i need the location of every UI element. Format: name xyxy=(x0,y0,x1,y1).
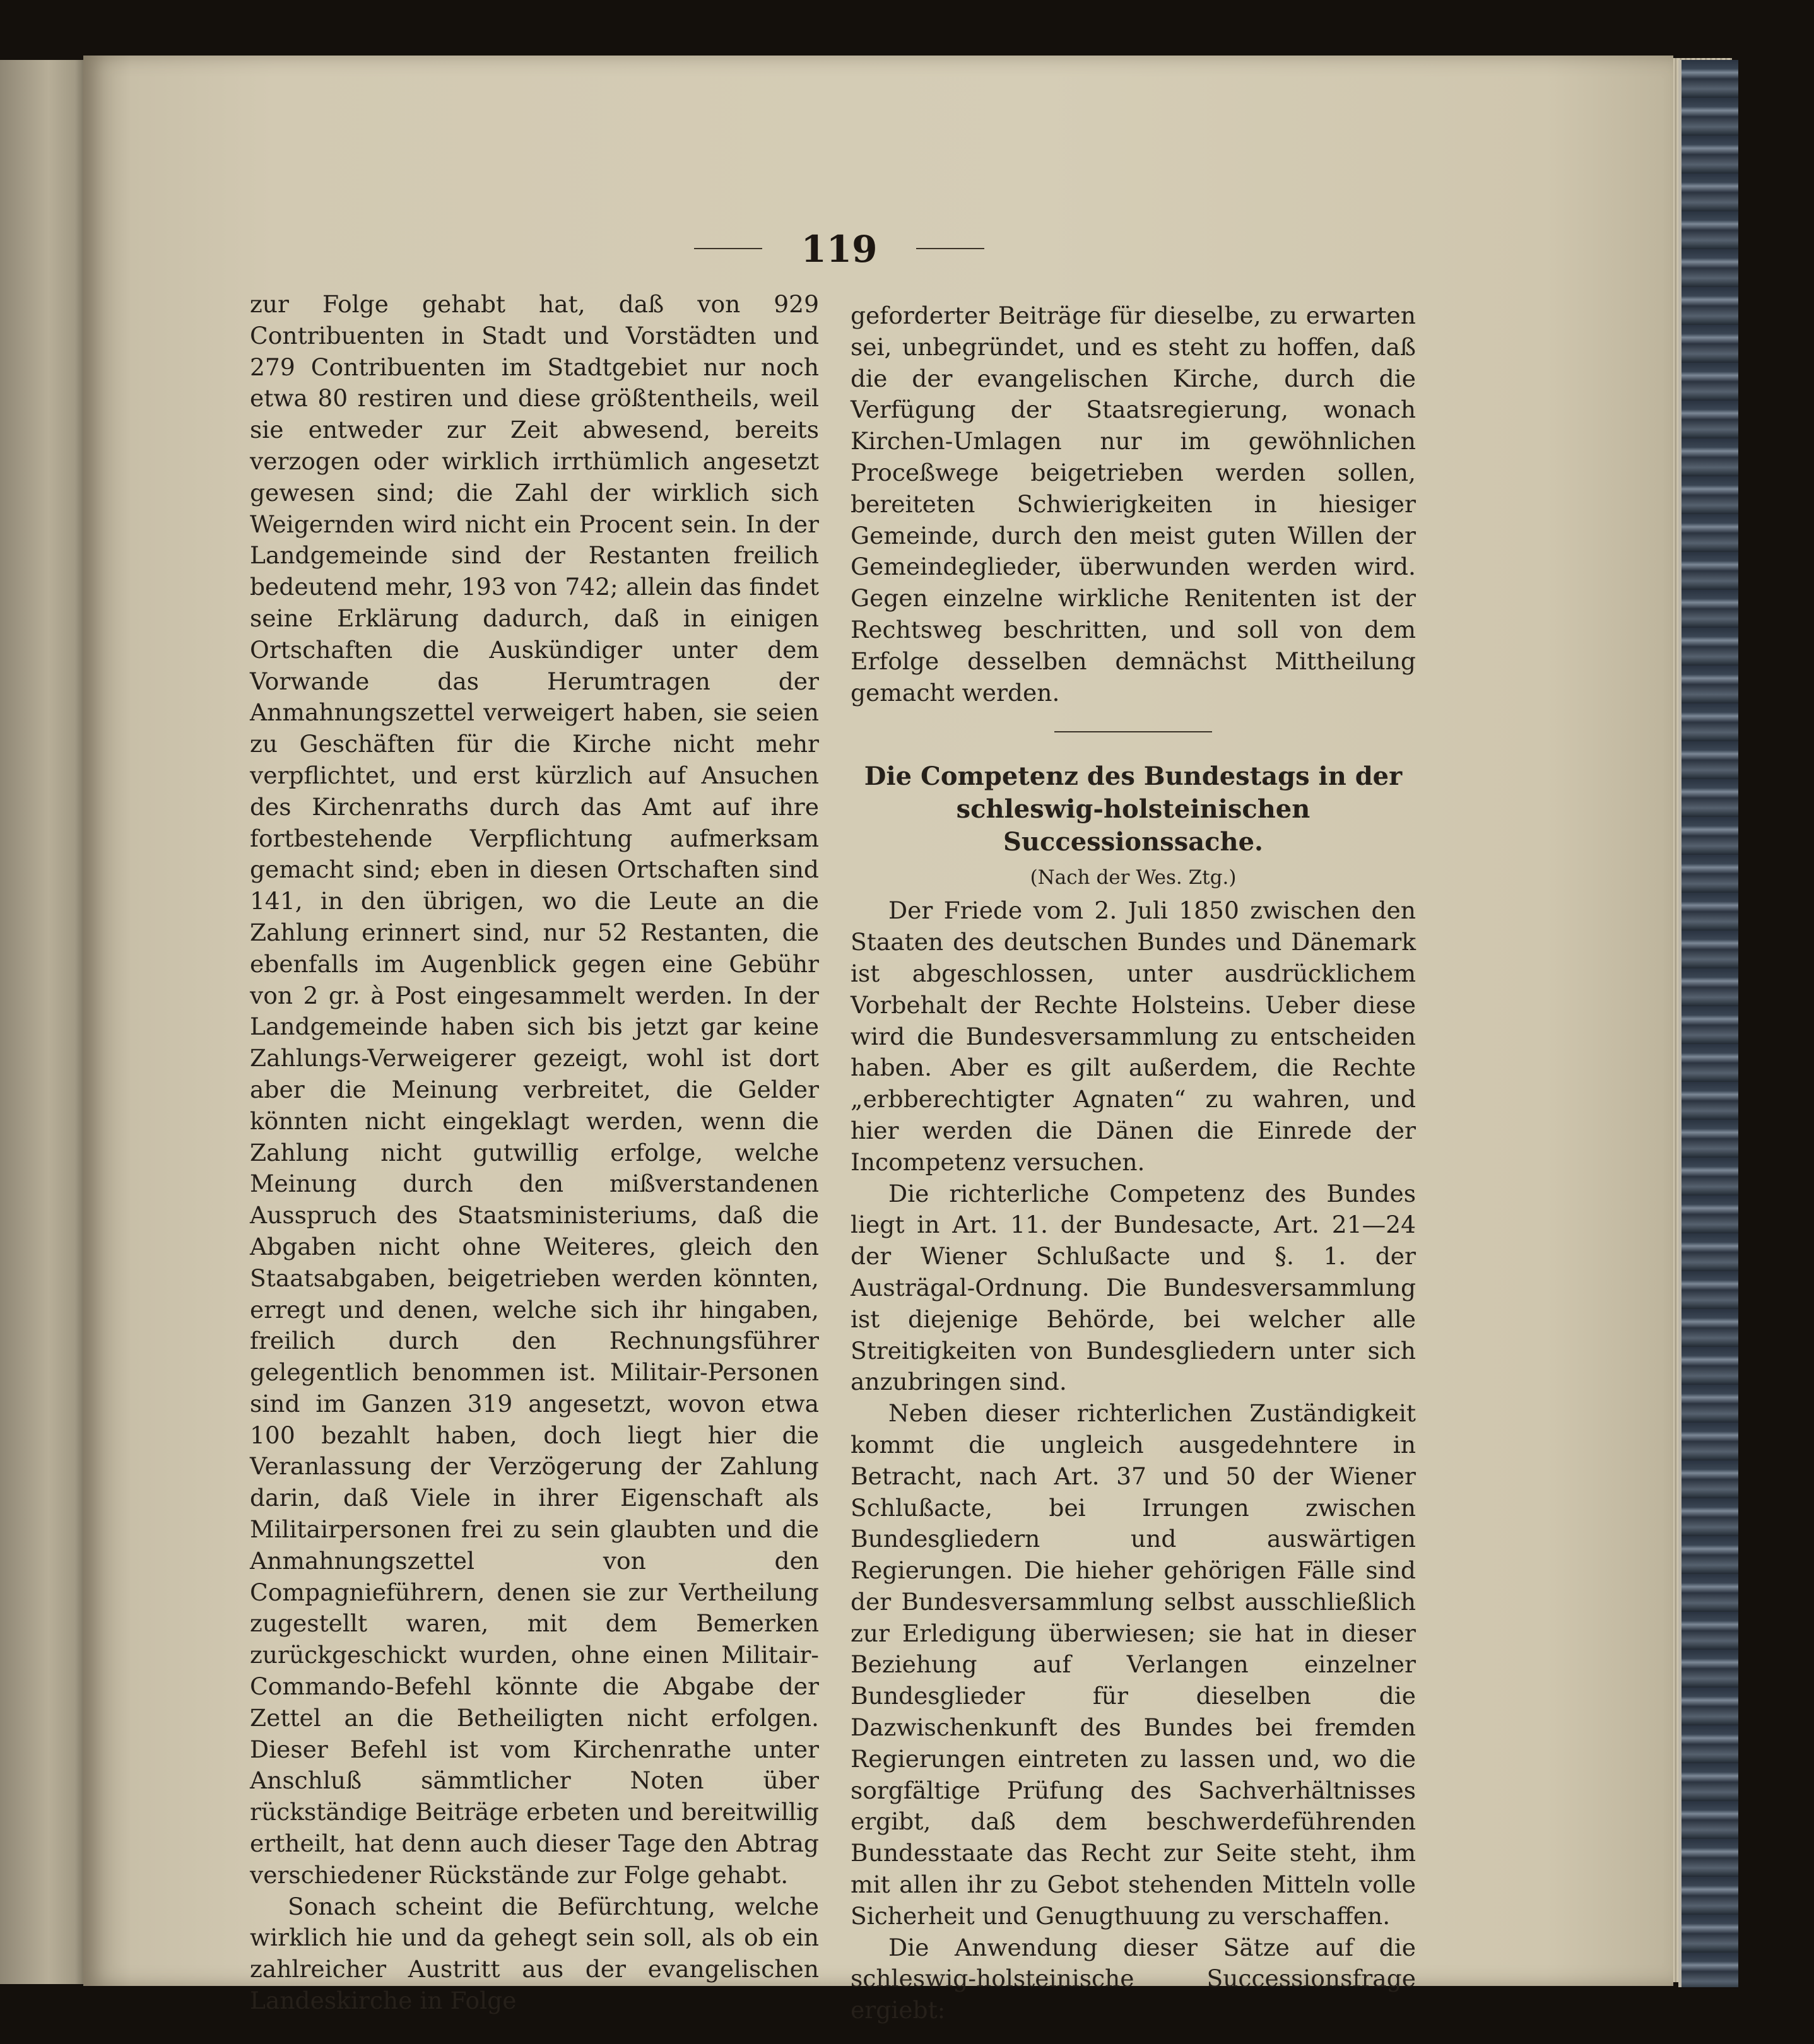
page-number: 119 xyxy=(801,228,878,271)
article-paragraph-2: Die richterliche Competenz des Bundes liegt in Art. 11. der Bundesacte, Art. 21—24 der Wiener Schlußacte und §. 1. der Austrägal-Ordnung. Die Bundesversammlung ist diejenige Behörde, bei welcher alle Streitigkeiten von Bundesgliedern unter sich anzubringen sind. xyxy=(851,1179,1416,1396)
left-paragraph-2: Sonach scheint die Befürchtung, welche wirklich hie und da gehegt sein soll, als ob ein zahlreicher Austritt aus der evangelischen Landeskirche in Folge xyxy=(250,1892,819,2015)
left-paragraph-1: zur Folge gehabt hat, daß von 929 Contribuenten in Stadt und Vorstädten und 279 Contribuenten im Stadtgebiet nur noch etwa 80 restiren und diese größtentheils, weil sie entweder zur Zeit abwesend, bereits verzogen oder wirklich irrthümlich angesetzt gewesen sind; die Zahl der wirklich sich Weigernden wird nicht ein Procent sein. In der Landgemeinde sind der Restanten freilich bedeutend mehr, 193 von 742; allein das findet seine Erklärung dadurch, daß in einigen Ortschaften die Auskündiger unter dem Vorwande das Herumtragen der Anmahnungszettel verweigert haben, sie seien zu Geschäften für die Kirche nicht mehr verpflichtet, und erst kürzlich auf Ansuchen des Kirchenraths durch das Amt auf ihre fortbestehende Verpflichtung aufmerksam gemacht sind; eben in diesen Ortschaften sind 141, in den übrigen, wo die Leute an die Zahlung erinnert sind, nur 52 Restanten, die ebenfalls im Augenblick gegen eine Gebühr von 2 gr. à Post eingesammelt werden. In der Landgemeinde haben sich bis jetzt gar keine Zahlungs-Verweigerer gezeigt, wohl ist dort aber die Meinung verbreitet, die Gelder könnten nicht eingeklagt werden, wenn die Zahlung nicht gutwillig erfolge, welche Meinung durch den mißverstandenen Ausspruch des Staatsministeriums, daß die Abgaben nicht ohne Weiteres, gleich den Staatsabgaben, beigetrieben werden könnten, erregt und denen, welche sich ihr hingaben, freilich durch den Rechnungsführer gelegentlich benommen ist. Militair-Personen sind im Ganzen 319 angesetzt, wovon etwa 100 bezahlt haben, doch liegt hier die Veranlassung der Verzögerung der Zahlung darin, daß Viele in ihrer Eigenschaft als Militairpersonen frei zu sein glaubten und die Anmahnungszettel von den Compagnieführern, denen sie zur Vertheilung zugestellt waren, mit dem Bemerken zurückgeschickt wurden, ohne einen Militair-Commando-Befehl könnte die Abgabe der Zettel an die Betheiligten nicht erfolgen. Dieser Befehl ist vom Kirchenrathe unter Anschluß sämmtlicher Noten über rückständige Beiträge erbeten und bereitwillig ertheilt, hat denn auch dieser Tage den Abtrag verschiedener Rückstände zur Folge gehabt. xyxy=(250,290,819,1889)
right-column xyxy=(851,300,1416,2026)
header-rule-right xyxy=(916,248,984,249)
article-title: Die Competenz des Bundestags in der schleswig-holsteinischen Successionssache. xyxy=(864,761,1403,857)
right-continuation-paragraph: geforderter Beiträge für dieselbe, zu erwarten sei, unbegründet, und es steht zu hoffen, daß die der evangelischen Kirche, durch die Verfügung der Staatsregierung, wonach Kirchen-Umlagen nur im gewöhnlichen Proceßwege beigetrieben werden sollen, bereiteten Schwierigkeiten in hiesiger Gemeinde, durch den meist guten Willen der Gemeindeglieder, überwunden werden wird. Gegen einzelne wirkliche Renitenten ist der Rechtsweg beschritten, und soll von dem Erfolge desselben demnächst Mittheilung gemacht werden. xyxy=(851,302,1416,707)
article-paragraph-1: Der Friede vom 2. Juli 1850 zwischen den Staaten des deutschen Bundes und Dänemark ist abgeschlossen, unter ausdrücklichem Vorbehalt der Rechte Holsteins. Ueber diese wird die Bundesversammlung zu entscheiden haben. Aber es gilt außerdem, die Rechte „erbberechtigter Agnaten“ zu wahren, und hier werden die Dänen die Einrede der Incompetenz versuchen. xyxy=(851,896,1416,1176)
header-rule-left xyxy=(694,248,762,249)
page-header xyxy=(694,224,984,274)
article-source: (Nach der Wes. Ztg.) xyxy=(1030,866,1237,890)
article-paragraph-3: Neben dieser richterlichen Zuständigkeit kommt die ungleich ausgedehntere in Betracht, nach Art. 37 und 50 der Wiener Schlußacte, bei Irrungen zwischen Bundesgliedern und auswärtigen Regierungen. Die hieher gehörigen Fälle sind der Bundesversammlung selbst ausschließlich zur Erledigung überwiesen; sie hat in dieser Beziehung auf Verlangen einzelner Bundesglieder für dieselben die Dazwischenkunft des Bundes bei fremden Regierungen eintreten zu lassen und, wo die sorgfältige Prüfung des Sachverhältnisses ergibt, daß dem beschwerdeführenden Bundesstaate das Recht zur Seite steht, ihm mit allen ihr zu Gebot stehenden Mitteln volle Sicherheit und Genugthuung zu verschaffen. xyxy=(851,1399,1416,1930)
left-column xyxy=(250,289,819,2017)
book-cover-edge xyxy=(1678,60,1738,1987)
previous-page-edge xyxy=(0,60,88,1984)
section-separator xyxy=(1054,731,1212,732)
article-paragraph-4: Die Anwendung dieser Sätze auf die schleswig-holsteinische Successionsfrage ergiebt: xyxy=(851,1933,1416,2024)
